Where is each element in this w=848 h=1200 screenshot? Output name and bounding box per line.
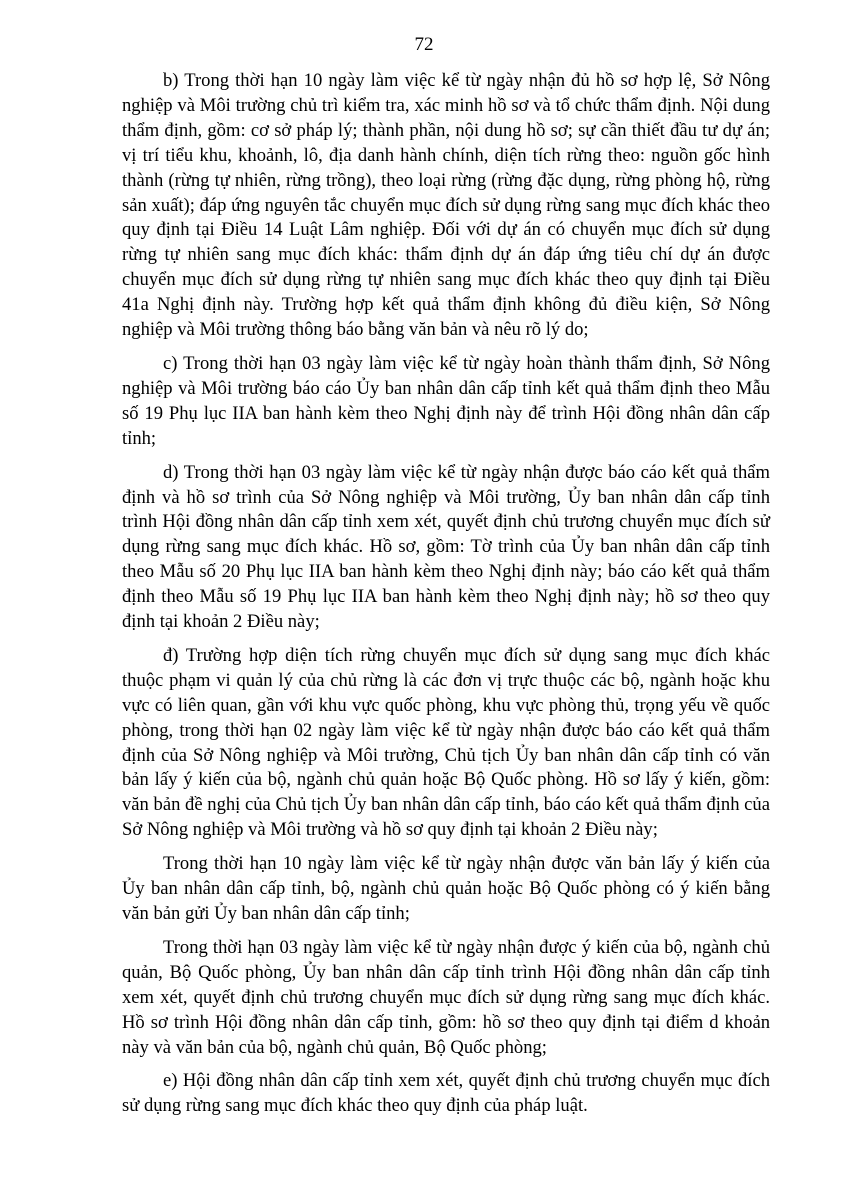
paragraph-dd-opinion-period: Trong thời hạn 10 ngày làm việc kể từ ngày nhận được văn bản lấy ý kiến của Ủy ban nhân dân cấp tỉnh, bộ, ngành chủ quản hoặc Bộ Quốc phòng có ý kiến bằng văn bản gửi Ủy ban nhân dân cấp tỉnh; [122,853,770,924]
page-number: 72 [414,34,434,55]
document-body [122,69,770,1128]
paragraph-dd: đ) Trường hợp diện tích rừng chuyển mục đích sử dụng sang mục đích khác thuộc phạm vi quản lý của chủ rừng là các đơn vị trực thuộc các bộ, ngành hoặc khu vực có liên quan, gần với khu vực quốc phòng, khu vực phòng thủ, trọng yếu về quốc phòng, trong thời hạn 02 ngày làm việc kể từ ngày nhận được báo cáo kết quả thẩm định của Sở Nông nghiệp và Môi trường, Chủ tịch Ủy ban nhân dân cấp tỉnh có văn bản lấy ý kiến của bộ, ngành chủ quản hoặc Bộ Quốc phòng. Hồ sơ lấy ý kiến, gồm: văn bản đề nghị của Chủ tịch Ủy ban nhân dân cấp tỉnh, báo cáo kết quả thẩm định của Sở Nông nghiệp và Môi trường và hồ sơ quy định tại khoản 2 Điều này; [122,644,770,841]
paragraph-b: b) Trong thời hạn 10 ngày làm việc kể từ ngày nhận đủ hồ sơ hợp lệ, Sở Nông nghiệp và Môi trường chủ trì kiểm tra, xác minh hồ sơ và tổ chức thẩm định. Nội dung thẩm định, gồm: cơ sở pháp lý; thành phần, nội dung hồ sơ; sự cần thiết đầu tư dự án; vị trí tiểu khu, khoảnh, lô, địa danh hành chính, diện tích rừng theo: nguồn gốc hình thành (rừng tự nhiên, rừng trồng), theo loại rừng (rừng đặc dụng, rừng phòng hộ, rừng sản xuất); đáp ứng nguyên tắc chuyển mục đích sử dụng rừng sang mục đích khác theo quy định tại Điều 14 Luật Lâm nghiệp. Đối với dự án có chuyển mục đích sử dụng rừng tự nhiên sang mục đích khác: thẩm định dự án đáp ứng tiêu chí dự án được chuyển mục đích sử dụng rừng tự nhiên sang mục đích khác theo quy định tại Điều 41a Nghị định này. Trường hợp kết quả thẩm định không đủ điều kiện, Sở Nông nghiệp và Môi trường thông báo bằng văn bản và nêu rõ lý do; [122,70,770,341]
paragraph-e: e) Hội đồng nhân dân cấp tỉnh xem xét, quyết định chủ trương chuyển mục đích sử dụng rừng sang mục đích khác theo quy định của pháp luật. [122,1070,770,1117]
paragraph-c: c) Trong thời hạn 03 ngày làm việc kể từ ngày hoàn thành thẩm định, Sở Nông nghiệp và Môi trường báo cáo Ủy ban nhân dân cấp tỉnh kết quả thẩm định theo Mẫu số 19 Phụ lục IIA ban hành kèm theo Nghị định này để trình Hội đồng nhân dân cấp tỉnh; [122,352,770,449]
paragraph-dd-submission-period: Trong thời hạn 03 ngày làm việc kể từ ngày nhận được ý kiến của bộ, ngành chủ quản, Bộ Quốc phòng, Ủy ban nhân dân cấp tỉnh trình Hội đồng nhân dân cấp tỉnh xem xét, quyết định chủ trương chuyển mục đích sử dụng rừng sang mục đích khác. Hồ sơ trình Hội đồng nhân dân cấp tỉnh, gồm: hồ sơ theo quy định tại điểm d khoản này và văn bản của bộ, ngành chủ quản, Bộ Quốc phòng; [122,936,770,1058]
paragraph-d: d) Trong thời hạn 03 ngày làm việc kể từ ngày nhận được báo cáo kết quả thẩm định và hồ sơ trình của Sở Nông nghiệp và Môi trường, Ủy ban nhân dân cấp tỉnh trình Hội đồng nhân dân cấp tỉnh xem xét, quyết định chủ trương chuyển mục đích sử dụng rừng sang mục đích khác. Hồ sơ, gồm: Tờ trình của Ủy ban nhân dân cấp tỉnh theo Mẫu số 20 Phụ lục IIA ban hành kèm theo Nghị định này; báo cáo kết quả thẩm định theo Mẫu số 19 Phụ lục IIA ban hành kèm theo Nghị định này; hồ sơ theo quy định tại khoản 2 Điều này; [122,461,770,633]
